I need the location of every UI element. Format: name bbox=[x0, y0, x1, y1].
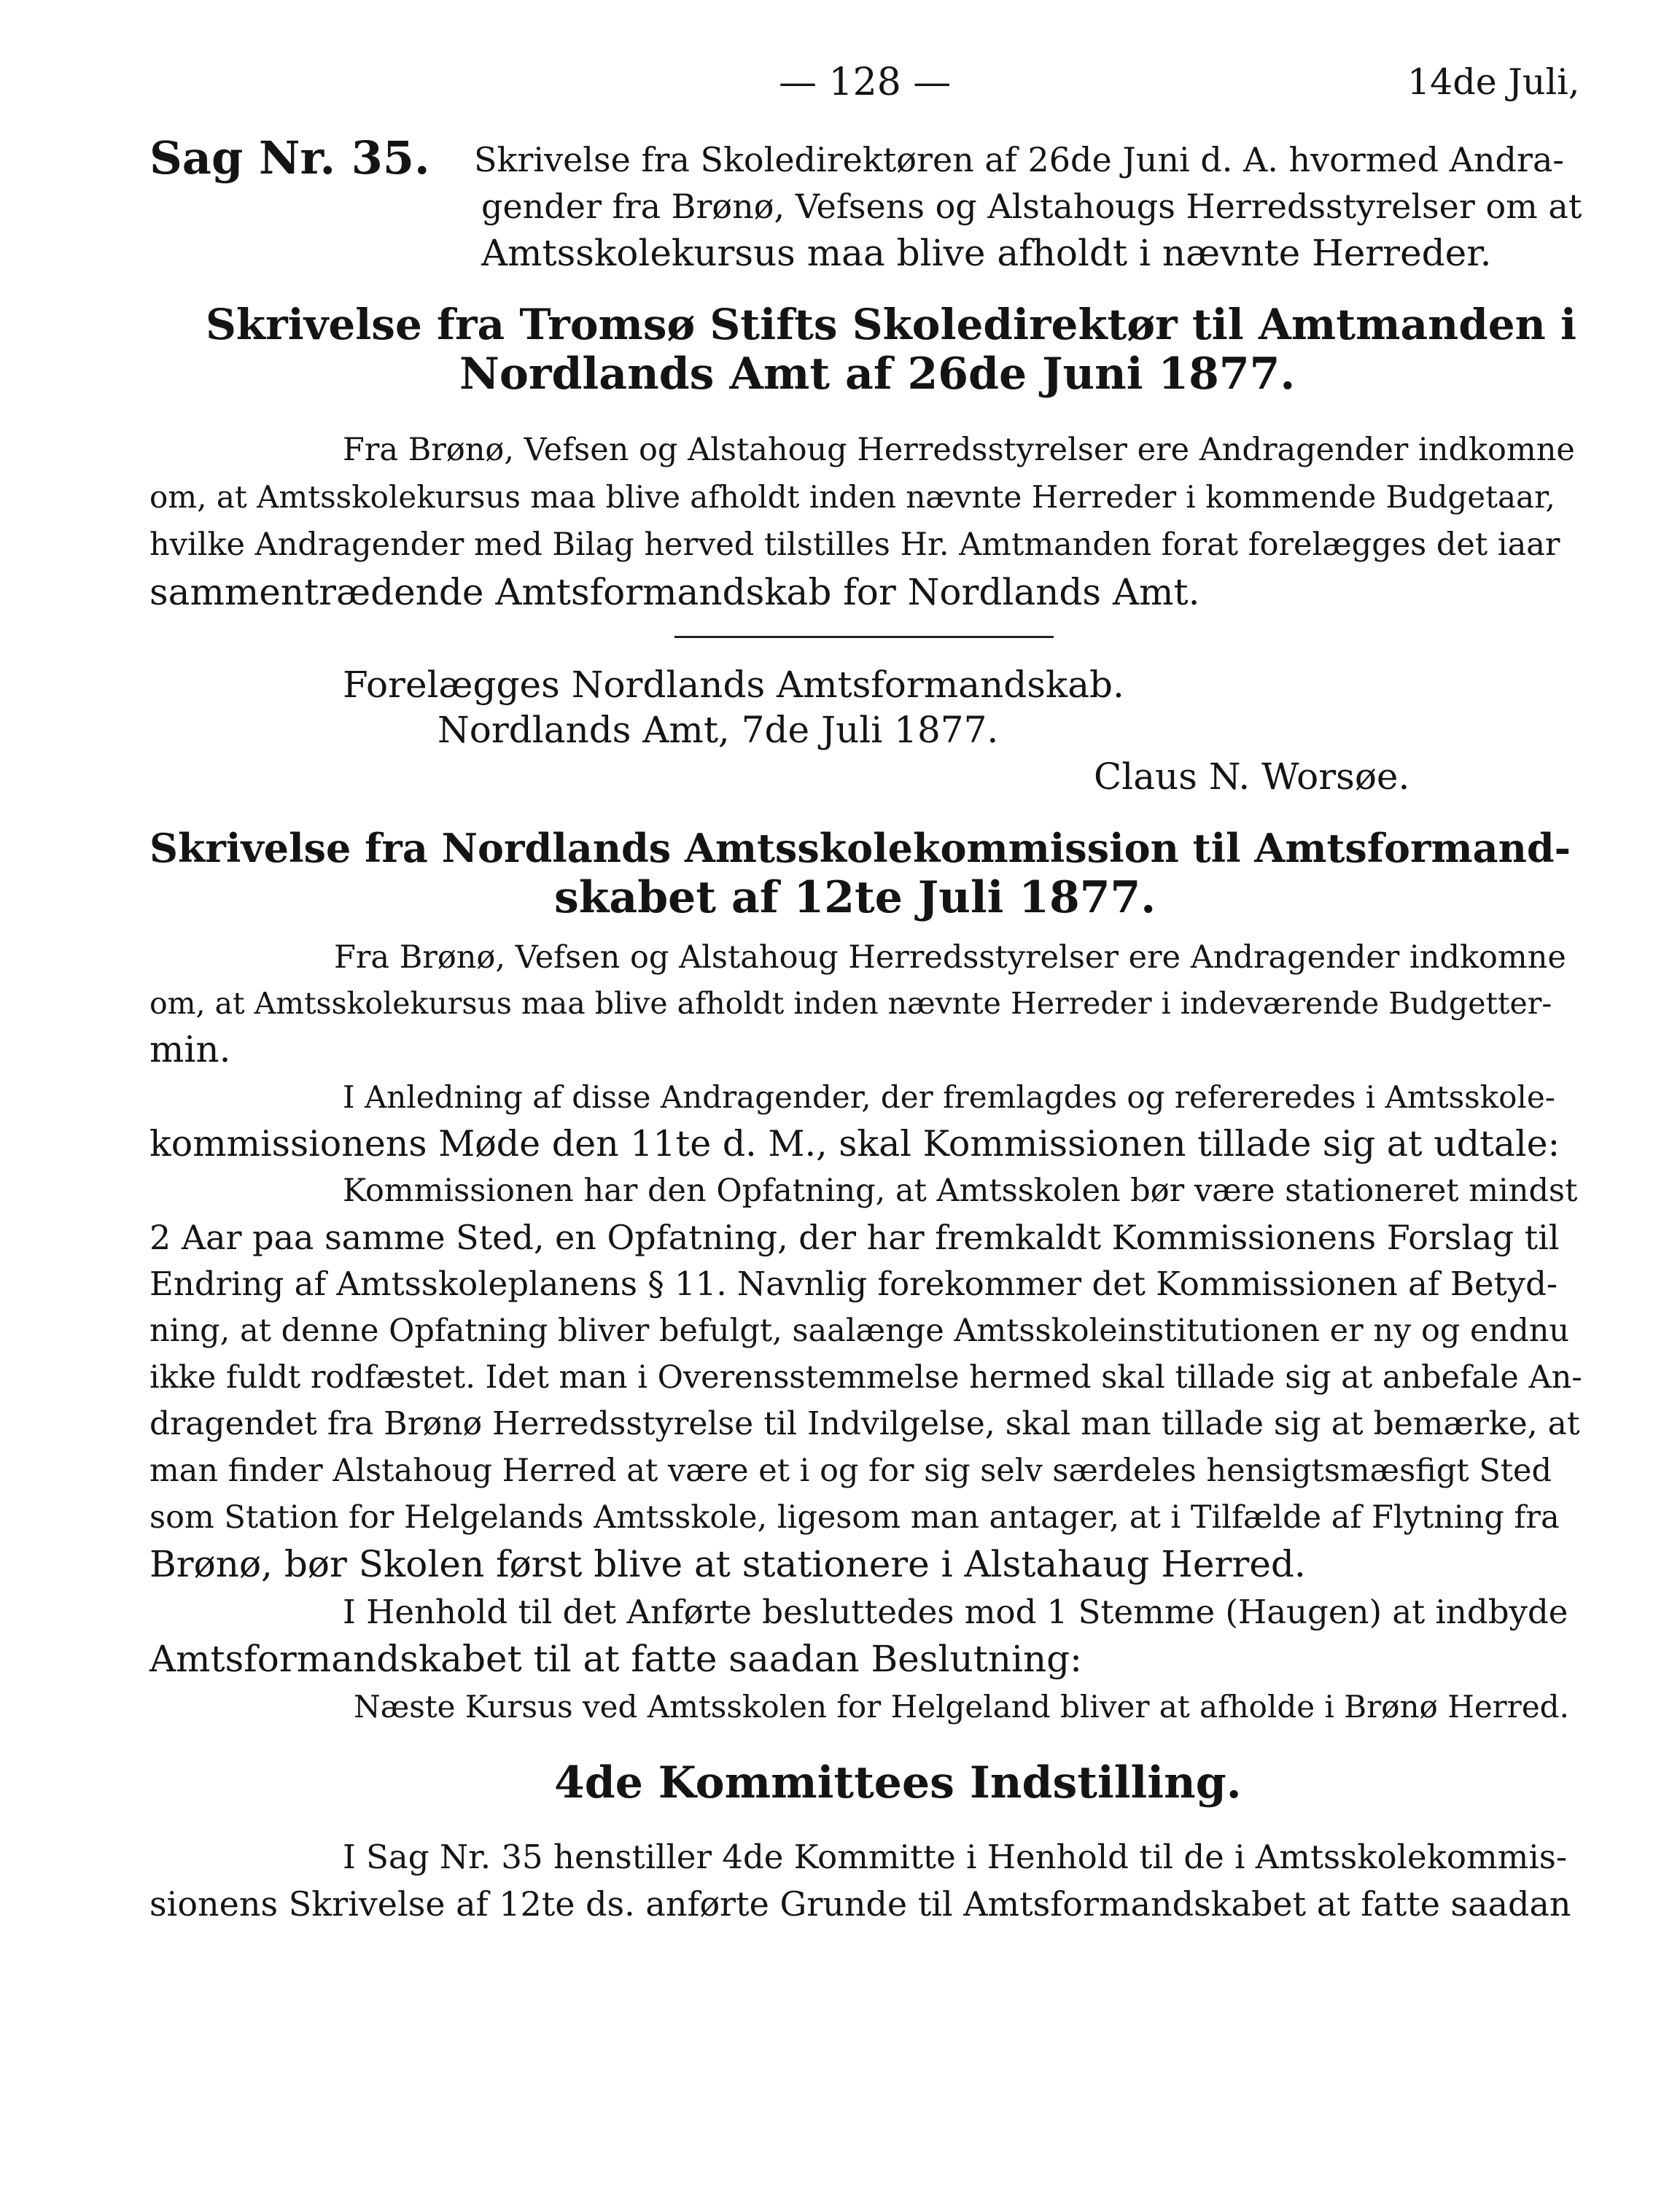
case-line: gender fra Brønø, Vefsens og Alstahougs Herredsstyrelser om at bbox=[481, 187, 1582, 226]
body-line: Næste Kursus ved Amtsskolen for Helgeland bliver at afholde i Brønø Herred. bbox=[354, 1689, 1569, 1725]
body-line: I Anledning af disse Andragender, der fremlagdes og refereredes i Amtsskole- bbox=[343, 1079, 1555, 1115]
body-line: sionens Skrivelse af 12te ds. anførte Grunde til Amtsformandskabet at fatte saadan bbox=[149, 1884, 1571, 1924]
body-line: Endring af Amtsskoleplanens § 11. Navnlig forekommer det Kommissionen af Betyd- bbox=[149, 1264, 1558, 1303]
body-line: ikke fuldt rodfæstet. Idet man i Overensstemmelse hermed skal tillade sig at anbefale An- bbox=[149, 1359, 1582, 1396]
body-line: min. bbox=[149, 1028, 231, 1070]
section-heading: skabet af 12te Juli 1877. bbox=[554, 872, 1156, 923]
case-label: Sag Nr. 35. bbox=[149, 131, 430, 184]
body-line: Fra Brønø, Vefsen og Alstahoug Herredsstyrelser ere Andragender indkomne bbox=[343, 432, 1575, 468]
endorsement-line: Nordlands Amt, 7de Juli 1877. bbox=[438, 709, 999, 751]
body-line: som Station for Helgelands Amtsskole, ligesom man antager, at i Tilfælde af Flytning fra bbox=[149, 1499, 1560, 1536]
body-line: Fra Brønø, Vefsen og Alstahoug Herredsstyrelser ere Andragender indkomne bbox=[334, 939, 1566, 976]
body-line: hvilke Andragender med Bilag herved tilstilles Hr. Amtmanden forat forelægges det iaar bbox=[149, 526, 1560, 563]
body-line: ning, at denne Opfatning bliver befulgt, saalænge Amtsskoleinstitutionen er ny og endnu bbox=[149, 1313, 1570, 1349]
body-line: dragendet fra Brønø Herredsstyrelse til Indvilgelse, skal man tillade sig at bemærke, at bbox=[149, 1405, 1580, 1442]
section-heading: 4de Kommittees Indstilling. bbox=[554, 1757, 1242, 1808]
body-line: I Sag Nr. 35 henstiller 4de Kommitte i Henhold til de i Amtsskolekommis- bbox=[343, 1838, 1568, 1876]
section-heading: Skrivelse fra Tromsø Stifts Skoledirektør til Amtmanden i bbox=[206, 300, 1577, 349]
divider-rule bbox=[674, 636, 1054, 638]
body-line: om, at Amtsskolekursus maa blive afholdt inden nævnte Herreder i kommende Budgetaar, bbox=[149, 479, 1555, 515]
body-line: man finder Alstahoug Herred at være et i og for sig selv særdeles hensigtsmæsfigt Sted bbox=[149, 1453, 1552, 1489]
section-heading: Skrivelse fra Nordlands Amtsskolekommission til Amtsformand- bbox=[149, 825, 1571, 871]
body-line: om, at Amtsskolekursus maa blive afholdt inden nævnte Herreder i indeværende Budgetter- bbox=[149, 986, 1552, 1021]
case-line: Skrivelse fra Skoledirektøren af 26de Juni d. A. hvormed Andra- bbox=[474, 140, 1564, 179]
signature: Claus N. Worsøe. bbox=[1094, 755, 1410, 798]
body-line: Brønø, bør Skolen først blive at stationere i Alstahaug Herred. bbox=[149, 1543, 1306, 1585]
body-line: sammentrædende Amtsformandskab for Nordlands Amt. bbox=[149, 571, 1200, 613]
section-heading: Nordlands Amt af 26de Juni 1877. bbox=[459, 349, 1296, 400]
page-number: — 128 — bbox=[779, 61, 952, 104]
body-line: 2 Aar paa samme Sted, en Opfatning, der har fremkaldt Kommissionens Forslag til bbox=[149, 1218, 1560, 1257]
body-line: Kommissionen har den Opfatning, at Amtsskolen bør være stationeret mindst bbox=[343, 1173, 1578, 1209]
body-line: I Henhold til det Anførte besluttedes mod 1 Stemme (Haugen) at indbyde bbox=[343, 1593, 1568, 1631]
case-line: Amtsskolekursus maa blive afholdt i nævnte Herreder. bbox=[481, 232, 1492, 274]
body-line: Amtsformandskabet til at fatte saadan Beslutning: bbox=[149, 1638, 1083, 1680]
header-date: 14de Juli, bbox=[1407, 61, 1580, 103]
endorsement-line: Forelægges Nordlands Amtsformandskab. bbox=[343, 664, 1124, 706]
body-line: kommissionens Møde den 11te d. M., skal Kommissionen tillade sig at udtale: bbox=[149, 1123, 1560, 1165]
